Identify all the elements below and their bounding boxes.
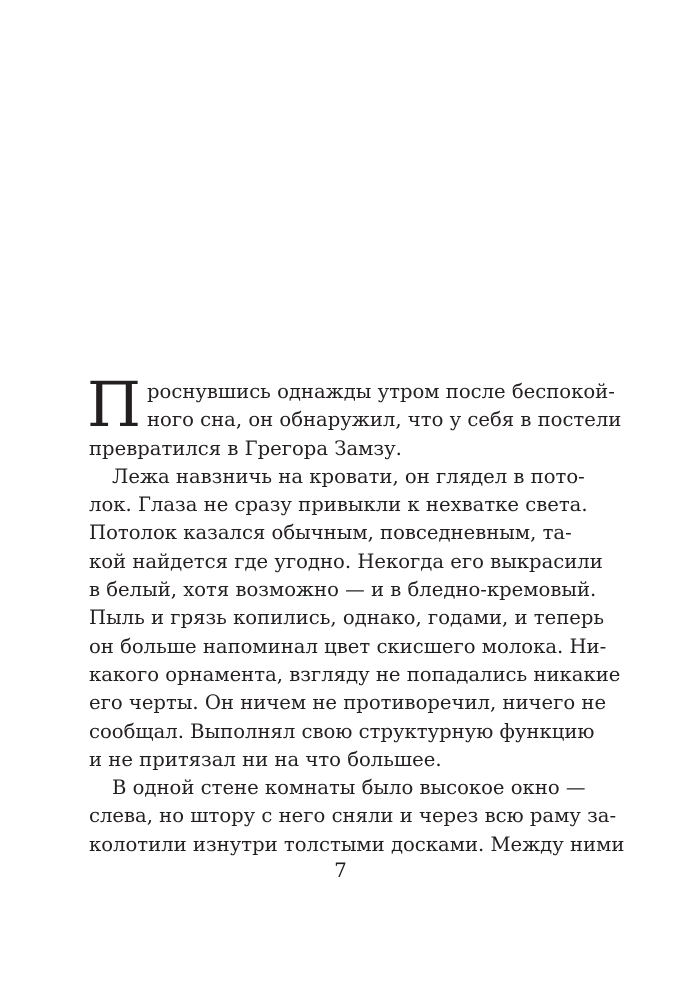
text-line: в белый, хотя возможно — и в бледно-кремовый. <box>89 578 597 602</box>
text-line: и не притязал ни на что большее. <box>89 747 442 771</box>
paragraph-2 <box>89 463 621 774</box>
text-line: лок. Глаза не сразу привыкли к нехватке света. <box>89 493 588 517</box>
text-line: Лежа навзничь на кровати, он глядел в пото- <box>112 464 585 488</box>
text-line: какого орнамента, взгляду не попадались никакие <box>89 662 621 686</box>
text-line: слева, но штору с него сняли и через всю раму за- <box>89 804 617 828</box>
text-line: В одной стене комнаты было высокое окно — <box>112 776 586 800</box>
text-line: роснувшись однажды утром после беспокой- <box>147 380 615 403</box>
text-line: он больше напоминал цвет скисшего молока. Ни- <box>89 634 607 658</box>
text-line: Пыль и грязь копились, однако, годами, и теперь <box>89 606 605 630</box>
text-line: сообщал. Выполнял свою структурную функцию <box>89 719 595 743</box>
text-line: его черты. Он ничем не противоречил, ничего не <box>89 691 607 715</box>
text-line: кой найдется где угодно. Некогда его выкрасили <box>89 549 603 573</box>
text-line: колотили изнутри толстыми досками. Между ними <box>89 832 625 856</box>
paragraph-1 <box>87 368 622 463</box>
page-number: 7 <box>334 858 347 882</box>
drop-cap: П <box>87 368 142 441</box>
text-line: превратился в Грегора Замзу. <box>89 436 402 460</box>
text-line: Потолок казался обычным, повседневным, та- <box>89 521 572 545</box>
paragraph-3 <box>89 774 625 859</box>
text-line: ного сна, он обнаружил, что у себя в постели <box>147 408 622 432</box>
body-text <box>87 368 625 859</box>
